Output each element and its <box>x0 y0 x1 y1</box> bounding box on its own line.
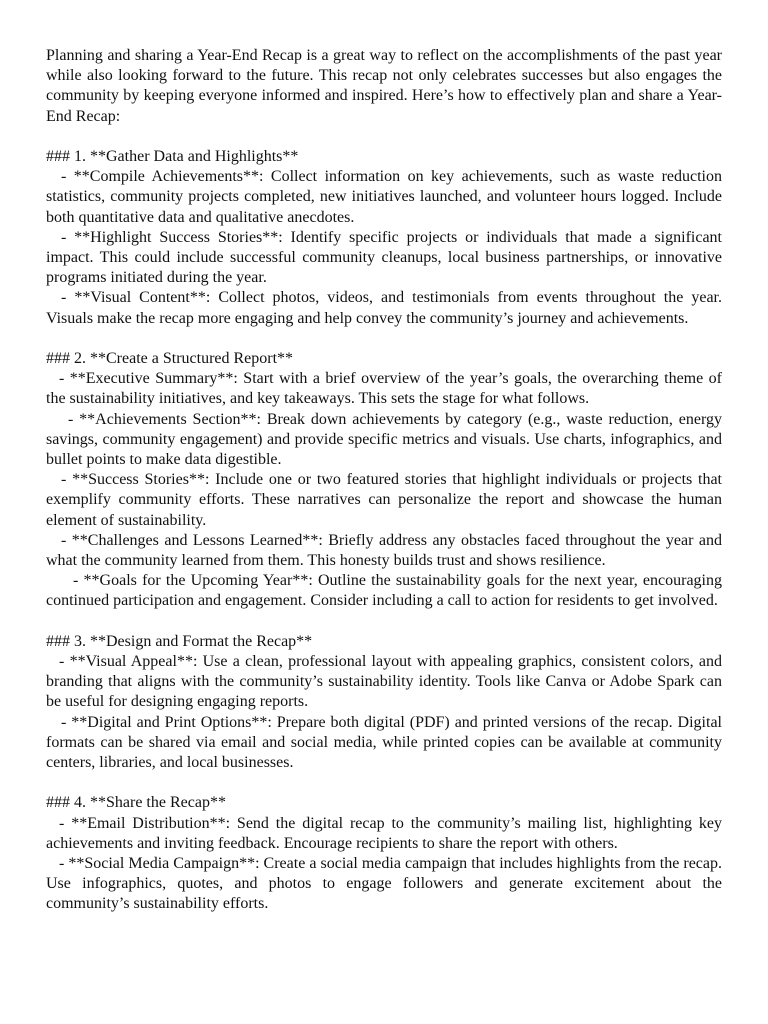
spacer <box>46 773 722 793</box>
section-2-item-1: - **Executive Summary**: Start with a brief overview of the year’s goals, the overarching theme of the sustainability initiatives, and key takeaways. This sets the stage for what follows. <box>46 370 722 408</box>
section-1-item-2: - **Highlight Success Stories**: Identify specific projects or individuals that made a significant impact. This could include successful community cleanups, local business partnerships, or innovative programs initiated during the year. <box>46 228 722 287</box>
intro-paragraph: Planning and sharing a Year-End Recap is a great way to reflect on the accomplishments of the past year while also looking forward to the future. This recap not only celebrates successes but also engages the community by keeping everyone informed and inspired. Here’s how to effectively plan and share a Year-End Recap: <box>46 47 722 125</box>
section-1-heading: ### 1. **Gather Data and Highlights** <box>46 148 299 165</box>
spacer <box>46 127 722 147</box>
section-2-item-5: - **Goals for the Upcoming Year**: Outline the sustainability goals for the next year, encouraging continued participation and engagement. Consider including a call to action for residents to get involved. <box>46 572 722 610</box>
section-2-heading: ### 2. **Create a Structured Report** <box>46 350 294 368</box>
section-3-heading: ### 3. **Design and Format the Recap** <box>46 632 313 650</box>
section-2-item-2: - **Achievements Section**: Break down achievements by category (e.g., waste reduction, energy savings, community engagement) and provide specific metrics and visuals. Use charts, infographics, and bullet points to make data digestible. <box>46 410 722 469</box>
spacer <box>46 329 722 349</box>
section-1-item-3: - **Visual Content**: Collect photos, videos, and testimonials from events throughout the year. Visuals make the recap more engaging and help convey the community’s journey and achievements. <box>46 289 722 327</box>
section-3-item-1: - **Visual Appeal**: Use a clean, professional layout with appealing graphics, consistent colors, and branding that aligns with the community’s sustainability identity. Tools like Canva or Adobe Spark can be useful for designing engaging reports. <box>46 653 722 711</box>
section-2-item-3: - **Success Stories**: Include one or two featured stories that highlight individuals or projects that exemplify community efforts. These narratives can personalize the report and showcase the human element of sustainability. <box>46 471 722 529</box>
section-3-item-2: - **Digital and Print Options**: Prepare both digital (PDF) and printed versions of the recap. Digital formats can be shared via email and social media, while printed copies can be available at community centers, libraries, and local businesses. <box>46 713 722 772</box>
section-4-heading: ### 4. **Share the Recap** <box>46 794 226 812</box>
section-4-item-1: - **Email Distribution**: Send the digital recap to the community’s mailing list, highlighting key achievements and inviting feedback. Encourage recipients to share the report with others. <box>46 814 722 852</box>
section-2-item-4: - **Challenges and Lessons Learned**: Briefly address any obstacles faced throughout the year and what the community learned from them. This honesty builds trust and shows resilience. <box>46 531 722 570</box>
section-4-item-2: - **Social Media Campaign**: Create a social media campaign that includes highlights from the recap. Use infographics, quotes, and photos to engage followers and generate excitement about the community’s sustainability efforts. <box>46 855 722 913</box>
spacer <box>46 612 722 632</box>
section-1-item-1: - **Compile Achievements**: Collect information on key achievements, such as waste reduction statistics, community projects completed, new initiatives launched, and volunteer hours logged. Include both quantitative data and qualitative anecdotes. <box>46 168 722 226</box>
